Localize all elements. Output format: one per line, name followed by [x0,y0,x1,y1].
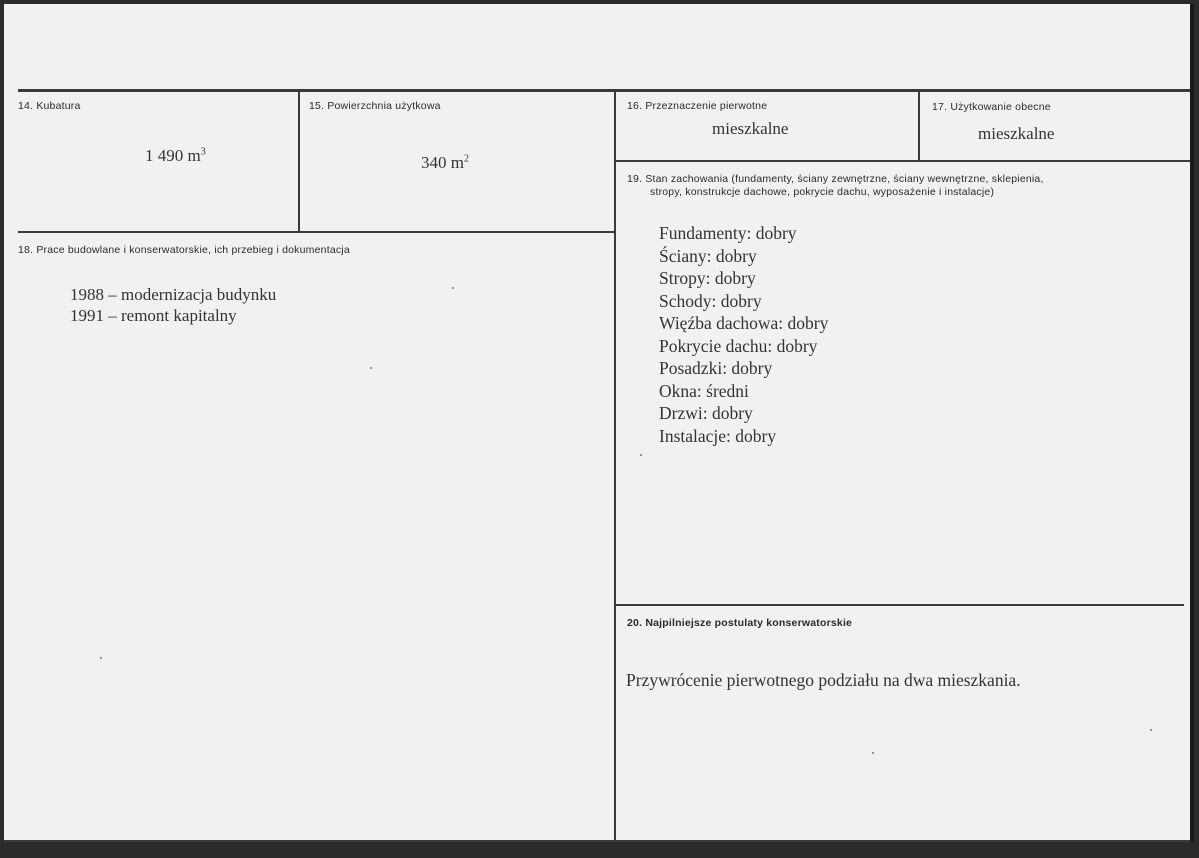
rule-under-14-15 [18,231,616,233]
list-item: Schody: dobry [659,290,762,311]
paper-speck [640,454,642,456]
przeznaczenie-label: 16. Przeznaczenie pierwotne [627,100,768,112]
list-item: Posadzki: dobry [659,358,773,378]
list-item: Fundamenty: dobry [659,223,797,243]
list-item: Stropy: dobry [659,268,756,288]
document-sheet [4,4,1194,842]
prace-list [70,284,276,326]
center-divider [614,91,616,842]
list-item: Instalacje: dobry [659,425,777,446]
list-item: Okna: średni [659,380,749,401]
powierzchnia-label: 15. Powierzchnia użytkowa [309,100,441,112]
rule-under-19 [616,604,1184,606]
rule-under-16-17 [616,160,1190,162]
list-item: 1988 – modernizacja budynku [70,285,277,304]
list-item: Ściany: dobry [659,245,757,266]
divider-14-15 [298,91,300,233]
top-rule [18,89,1190,92]
kubatura-label: 14. Kubatura [18,100,81,112]
uzytkowanie-label: 17. Użytkowanie obecne [932,101,1051,113]
bottom-rule [4,840,1190,842]
stan-list [659,222,828,447]
paper-speck [872,752,874,754]
przeznaczenie-value: mieszkalne [712,119,789,138]
divider-16-17 [918,91,920,161]
list-item: Drzwi: dobry [659,403,753,423]
paper-speck [100,657,102,659]
list-item: Więźba dachowa: dobry [659,313,829,333]
paper-speck [1150,729,1152,731]
prace-label: 18. Prace budowlane i konserwatorskie, ich przebieg i dokumentacja [18,244,350,256]
kubatura-value: 1 490 $m^3$ [145,146,206,165]
list-item: 1991 – remont kapitalny [70,306,237,325]
stan-label-line1: 19. Stan zachowania (fundamenty, ściany zewnętrzne, ściany wewnętrzne, sklepienia, [627,173,1044,185]
powierzchnia-value: 340 $m^2$ [421,153,469,172]
uzytkowanie-value: mieszkalne [978,124,1055,143]
paper-speck [452,287,454,289]
list-item: Pokrycie dachu: dobry [659,335,818,356]
stan-label-line2: stropy, konstrukcje dachowe, pokrycie dachu, wyposażenie i instalacje) [650,186,995,198]
postulaty-value: Przywrócenie pierwotnego podziału na dwa mieszkania. [626,670,1021,690]
paper-speck [370,367,372,369]
postulaty-label: 20. Najpilniejsze postulaty konserwatorskie [627,617,853,629]
